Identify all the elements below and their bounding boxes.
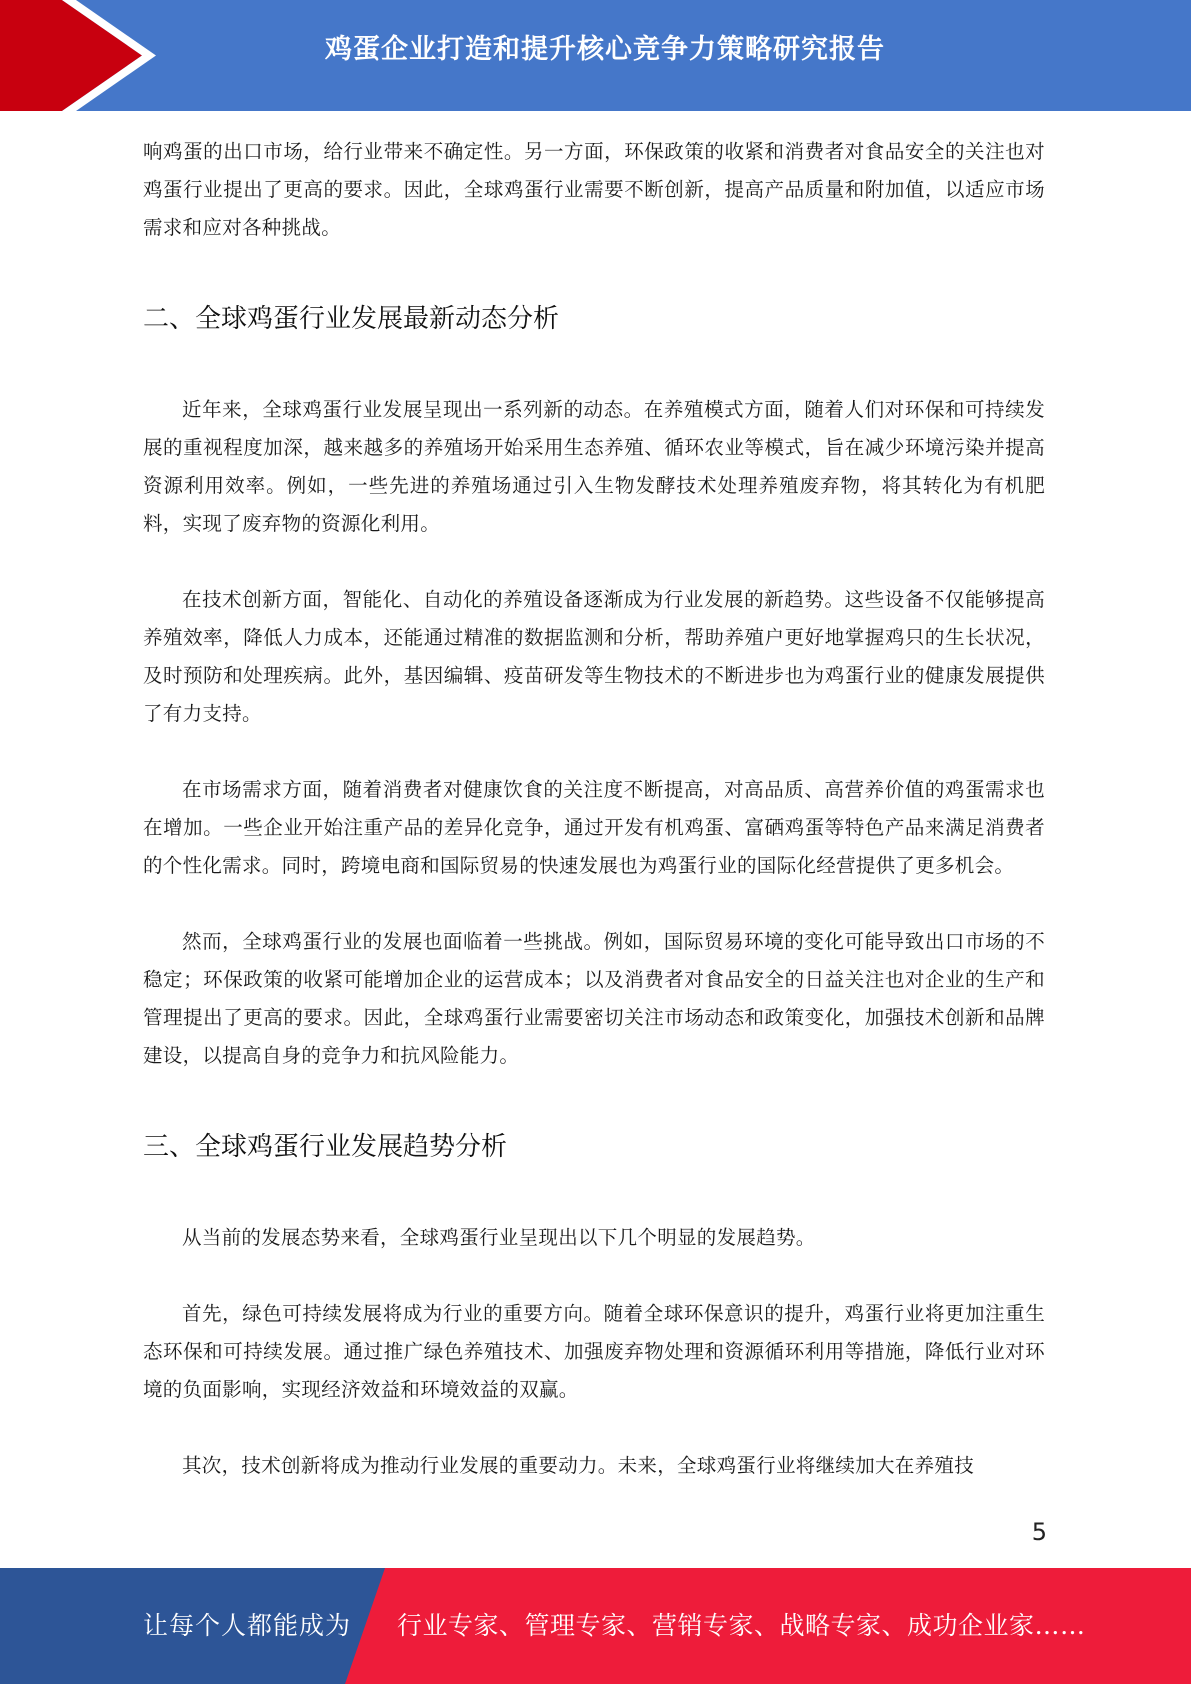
section-2-paragraph-4: 然而，全球鸡蛋行业的发展也面临着一些挑战。例如，国际贸易环境的变化可能导致出口市场的不稳定；环保政策的收紧可能增加企业的运营成本；以及消费者对食品安全的日益关注也对企业的生产和管理提出了更高的要求。因此，全球鸡蛋行业需要密切关注市场动态和政策变化，加强技术创新和品牌建设，以提高自身的竞争力和抗风险能力。 [143, 930, 1045, 1067]
report-title: 鸡蛋企业打造和提升核心竞争力策略研究报告 [325, 34, 885, 65]
section-3-paragraph-3: 其次，技术创新将成为推动行业发展的重要动力。未来，全球鸡蛋行业将继续加大在养殖技 [182, 1454, 975, 1477]
section-2-paragraph-2: 在技术创新方面，智能化、自动化的养殖设备逐渐成为行业发展的新趋势。这些设备不仅能够提高养殖效率，降低人力成本，还能通过精准的数据监测和分析，帮助养殖户更好地掌握鸡只的生长状况，及时预防和处理疾病。此外，基因编辑、疫苗研发等生物技术的不断进步也为鸡蛋行业的健康发展提供了有力支持。 [143, 588, 1045, 725]
intro-paragraph: 响鸡蛋的出口市场，给行业带来不确定性。另一方面，环保政策的收紧和消费者对食品安全的关注也对鸡蛋行业提出了更高的要求。因此，全球鸡蛋行业需要不断创新，提高产品质量和附加值，以适应市场需求和应对各种挑战。 [143, 140, 1045, 239]
section-3-paragraph-1: 从当前的发展态势来看，全球鸡蛋行业呈现出以下几个明显的发展趋势。 [182, 1226, 816, 1249]
footer-slogan-left: 让每个人都能成为 [143, 1611, 352, 1640]
header-banner [0, 0, 1191, 111]
header-chevron-logo [0, 0, 160, 111]
section-2-heading: 二、全球鸡蛋行业发展最新动态分析 [143, 304, 560, 334]
header-red-arrow [0, 0, 142, 111]
footer-slogan-right: 行业专家、管理专家、营销专家、战略专家、成功企业家…… [397, 1611, 1086, 1640]
section-3-heading: 三、全球鸡蛋行业发展趋势分析 [143, 1132, 508, 1162]
document-body [143, 133, 1045, 1485]
footer-banner [0, 1568, 1191, 1684]
page-number: 5 [1031, 1518, 1047, 1546]
section-2-paragraph-3: 在市场需求方面，随着消费者对健康饮食的关注度不断提高，对高品质、高营养价值的鸡蛋需求也在增加。一些企业开始注重产品的差异化竞争，通过开发有机鸡蛋、富硒鸡蛋等特色产品来满足消费者的个性化需求。同时，跨境电商和国际贸易的快速发展也为鸡蛋行业的国际化经营提供了更多机会。 [143, 778, 1045, 877]
section-3-paragraph-2: 首先，绿色可持续发展将成为行业的重要方向。随着全球环保意识的提升，鸡蛋行业将更加注重生态环保和可持续发展。通过推广绿色养殖技术、加强废弃物处理和资源循环利用等措施，降低行业对环境的负面影响，实现经济效益和环境效益的双赢。 [143, 1302, 1045, 1401]
section-2-paragraph-1: 近年来，全球鸡蛋行业发展呈现出一系列新的动态。在养殖模式方面，随着人们对环保和可持续发展的重视程度加深，越来越多的养殖场开始采用生态养殖、循环农业等模式，旨在减少环境污染并提高资源利用效率。例如，一些先进的养殖场通过引入生物发酵技术处理养殖废弃物，将其转化为有机肥料，实现了废弃物的资源化利用。 [143, 398, 1045, 535]
